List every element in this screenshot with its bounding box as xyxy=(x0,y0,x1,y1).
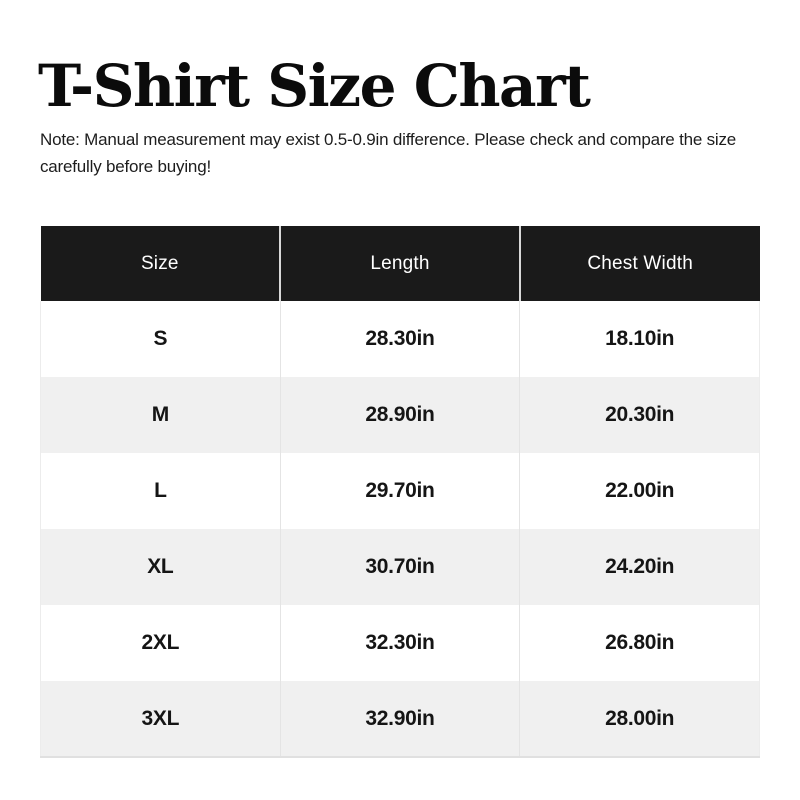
cell-chest-width: 28.00in xyxy=(520,681,760,757)
size-chart-table xyxy=(40,226,760,758)
cell-size: S xyxy=(41,301,281,377)
cell-chest-width: 24.20in xyxy=(520,529,760,605)
cell-length: 28.30in xyxy=(280,301,520,377)
table-row-xl xyxy=(41,529,760,605)
table-row-3xl xyxy=(41,681,760,757)
table-row-s xyxy=(41,301,760,377)
column-header-chest-width: Chest Width xyxy=(520,226,760,301)
table-row-l xyxy=(41,453,760,529)
cell-length: 32.90in xyxy=(280,681,520,757)
cell-chest-width: 18.10in xyxy=(520,301,760,377)
table-row-2xl xyxy=(41,605,760,681)
column-header-size: Size xyxy=(41,226,281,301)
cell-length: 32.30in xyxy=(280,605,520,681)
cell-length: 30.70in xyxy=(280,529,520,605)
cell-size: 2XL xyxy=(41,605,281,681)
cell-size: XL xyxy=(41,529,281,605)
note-line-1: Note: Manual measurement may exist 0.5-0.9in difference. Please check and compare the size xyxy=(40,130,737,149)
cell-chest-width: 26.80in xyxy=(520,605,760,681)
table-row-m xyxy=(41,377,760,453)
cell-length: 28.90in xyxy=(280,377,520,453)
table-header-row xyxy=(41,226,760,301)
table-header xyxy=(41,226,760,301)
note-text xyxy=(40,127,780,180)
table-body xyxy=(41,301,760,757)
column-header-length: Length xyxy=(280,226,520,301)
cell-size: L xyxy=(41,453,281,529)
cell-chest-width: 20.30in xyxy=(520,377,760,453)
cell-length: 29.70in xyxy=(280,453,520,529)
cell-size: 3XL xyxy=(41,681,281,757)
cell-size: M xyxy=(41,377,281,453)
page-title: T-Shirt Size Chart xyxy=(38,52,590,120)
note-line-2: carefully before buying! xyxy=(40,156,211,176)
cell-chest-width: 22.00in xyxy=(520,453,760,529)
